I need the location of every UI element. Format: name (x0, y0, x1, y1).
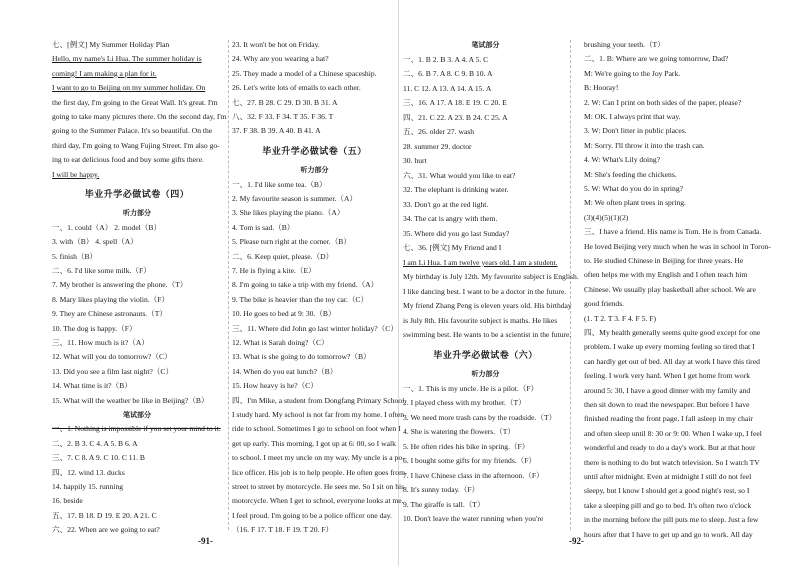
text-line: M: We're going to the Joy Park. (584, 68, 681, 78)
text-line: 二、6. B 7. A 8. C 9. B 10. A (403, 69, 493, 78)
text-line: 5. Please turn right at the corner.（B） (232, 237, 351, 247)
text-line: 28. summer 29. doctor (403, 141, 472, 151)
text-line: and often sleep until 8: 30 or 9: 00. When I wake up, I feel (584, 428, 762, 438)
text-line: 二、6. I'd like some milk.（F） (52, 266, 151, 275)
text-line: 三、16. A 17. A 18. E 19. C 20. E (403, 98, 507, 107)
text-line: finished reading the front page, I fall asleep in my chair (584, 414, 753, 424)
text-line: 七、27. B 28. C 29. D 30. B 31. A (232, 97, 338, 107)
text-line: to. He studied Chinese in Beijing for three years. He (584, 256, 744, 265)
text-line: 一、1. could（A） 2. model（B） (52, 222, 162, 232)
text-line: 33. Don't go at the red light. (403, 199, 489, 209)
text-line: Hello, my name's Li Hua. The summer holiday is (52, 54, 202, 64)
text-line: then sit down to read the newspaper. But before I have (584, 400, 750, 409)
text-line: 四、21. C 22. A 23. B 24. C 25. A (403, 112, 508, 122)
text-line: Chinese. We usually play basketball after school. We are (584, 284, 756, 294)
section-subtitle: 听力部分 (471, 370, 500, 378)
text-line: M: She's feeding the chickens. (584, 169, 677, 179)
page-number: -91- (198, 536, 213, 546)
text-line: brushing your teeth.（T） (584, 40, 665, 49)
text-line: is July 8th. His favourite subject is maths. He likes (403, 315, 558, 325)
text-line: 9. They are Chinese astronauts.（T） (52, 309, 168, 319)
text-line: ride to school. Sometimes I go to school on foot when I (232, 424, 401, 434)
text-line: until after midnight. Even at midnight I still do not feel (584, 472, 752, 481)
text-line: 12. What will you do tomorrow?（C） (52, 352, 172, 362)
text-line: 二、2. B 3. C 4. A 5. B 6. A (52, 438, 138, 448)
text-line: 15. How heavy is he?（C） (232, 381, 318, 391)
text-line: 二、1. B: Where are we going tomorrow, Dad? (584, 54, 729, 64)
text-line: to school. I meet my uncle on my way. My uncle is a po- (232, 453, 405, 463)
text-line: wonderful and ready to do a day's work. But at that hour (584, 443, 756, 453)
text-line: 三、7. C 8. A 9. C 10. C 11. B (52, 453, 145, 463)
section-subtitle: 笔试部分 (123, 411, 151, 419)
text-line: 8. I'm going to take a trip with my friend.（A） (232, 280, 379, 290)
text-line: 26. Let's write lots of emails to each other. (232, 83, 361, 93)
text-line: 5. finish（B） (52, 251, 98, 261)
section-title: 毕业升学必做试卷（六） (433, 350, 538, 361)
text-line: He loved Beijing very much when he was in school in Toron- (584, 241, 771, 251)
text-line: 8. It's sunny today.（F） (403, 485, 480, 494)
text-line: third day, I'm going to Wang Fujing Street. I'm also go- (52, 140, 220, 150)
text-line: going to take many pictures there. On the second day, I'm (52, 112, 227, 121)
text-line: there is nothing to do but watch television. So I watch TV (584, 457, 760, 467)
text-line: 35. Where did you go last Sunday? (403, 228, 510, 238)
text-line: 4. Tom is sad.（B） (232, 222, 295, 232)
text-line: （16. F 17. T 18. F 19. T 20. F） (232, 525, 334, 535)
text-line: around 5: 30, I have a good dinner with my family and (584, 385, 751, 395)
text-line: 四、I'm Mike, a student from Dongfang Primary School. (232, 395, 407, 405)
text-line: 9. The giraffe is tall.（T） (403, 499, 485, 509)
text-line: 一、1. Nothing is impossible if you set your mind to it. (52, 424, 221, 434)
text-line: I will be happy. (52, 169, 100, 179)
text-line: going to the Summer Palace. It's so beautiful. On the (52, 126, 213, 136)
text-line: 4. She is watering the flowers.（T） (403, 427, 515, 436)
text-line: 3. W: Don't litter in public places. (584, 126, 687, 136)
text-line: get up early. This morning, I got up at 6: 00, so I walk (232, 438, 396, 448)
text-line: 一、1. I'd like some tea.（B） (232, 179, 327, 189)
text-line: often helps me with my English and I often teach him (584, 270, 748, 280)
text-line: can hardly get out of bed. All day at work I have this tired (584, 356, 760, 366)
text-line: 13. What is she going to do tomorrow?（B） (232, 352, 371, 362)
text-line: I feel proud. I'm going to be a police officer one day. (232, 510, 392, 520)
right-page (399, 0, 800, 566)
text-line: 10. The dog is happy.（F） (52, 323, 137, 333)
text-line: ing to eat delicious food and buy some gifts there. (52, 155, 204, 165)
text-line: 7. I have Chinese class in the afternoon.（F） (403, 470, 544, 480)
text-line: 八、32. F 33. F 34. T 35. F 36. T (232, 112, 334, 121)
text-line: 30. hurt (403, 156, 427, 165)
text-line: 3. She likes playing the piano.（A） (232, 208, 345, 218)
section-subtitle: 听力部分 (300, 166, 329, 175)
text-line: 3. We need more trash cans by the roadside.（T） (403, 412, 557, 422)
text-line: 五、26. older 27. wash (403, 127, 475, 136)
text-line: 14. When do you eat lunch?（B） (232, 366, 338, 376)
text-line: 15. What will the weather be like in Beijing?（B） (52, 395, 209, 405)
text-line: 5. W: What do you do in spring? (584, 184, 683, 193)
text-line: 16. beside (52, 496, 83, 506)
text-line: I study hard. My school is not far from my home. I often (232, 410, 405, 419)
text-line: swimming best. He wants to be a scientist in the future. (403, 330, 572, 339)
text-line: 2. W: Can I print on both sides of the paper, please? (584, 97, 742, 107)
text-line: 25. They made a model of a Chinese spaceship. (232, 68, 377, 78)
text-line: the first day, I'm going to the Great Wall. It's great. I'm (52, 97, 218, 107)
page-number: -92- (569, 536, 584, 546)
text-line: 五、17. B 18. D 19. E 20. A 21. C (52, 510, 157, 520)
text-line: 9. The bike is heavier than the toy car.（C） (232, 294, 369, 304)
text-line: 三、I have a friend. His name is Tom. He is from Canada. (584, 227, 762, 237)
text-line: 三、11. How much is it?（A） (52, 338, 149, 347)
text-line: coming! I am making a plan for it. (52, 68, 157, 78)
section-title: 毕业升学必做试卷（四） (84, 190, 190, 200)
text-line: 六、22. When are we going to eat? (52, 525, 160, 535)
text-line: I am Li Hua. I am twelve years old. I am a student. (403, 257, 558, 267)
text-line: 10. Don't leave the water running when you're (403, 514, 544, 523)
text-line: M: Sorry. I'll throw it into the trash can. (584, 140, 705, 150)
text-line: (1. T 2. T 3. F 4. F 5. F) (584, 313, 657, 323)
text-line: B: Hooray! (584, 83, 619, 93)
text-line: 6. I bought some gifts for my friends.（F） (403, 456, 537, 465)
text-line: problem. I wake up every morning feeling so tired that I (584, 342, 755, 352)
text-line: 六、31. What would you like to eat? (403, 170, 516, 180)
text-line: 32. The elephant is drinking water. (403, 185, 509, 194)
text-line: 12. What is Sarah doing?（C） (232, 338, 329, 347)
text-line: My friend Zhang Peng is eleven years old. His birthday (403, 301, 572, 310)
text-line: 3. with（B） 4. spell（A） (52, 237, 138, 247)
text-line: 一、1. This is my uncle. He is a pilot.（F） (403, 383, 539, 393)
text-line: 一、1. B 2. B 3. A 4. A 5. C (403, 54, 489, 64)
section-subtitle: 听力部分 (123, 209, 151, 218)
text-line: 四、12. wind 13. ducks (52, 467, 125, 477)
text-line: 5. He often rides his bike in spring.（F） (403, 441, 530, 451)
text-line: 二、6. Keep quiet, please.（D） (232, 251, 334, 261)
text-line: M: We often plant trees in spring. (584, 198, 686, 208)
text-line: 23. It won't be hot on Friday. (232, 40, 320, 49)
text-line: sleepy, but I know I should get a good night's rest, so I (584, 486, 750, 496)
section-subtitle: 笔试部分 (471, 41, 500, 49)
text-line: 七、[例文] My Summer Holiday Plan (52, 40, 170, 49)
text-line: M: OK. I always print that way. (584, 112, 681, 121)
text-line: 七、36. [例文] My Friend and I (403, 243, 502, 252)
text-line: I like dancing best. I want to be a doctor in the future. (403, 286, 567, 296)
text-line: 37. F 38. B 39. A 40. B 41. A (232, 126, 321, 136)
text-line: 34. The cat is angry with them. (403, 214, 498, 223)
text-line: I want to go to Beijing on my summer holiday. On (52, 83, 206, 93)
text-line: 2. I played chess with my brother.（T） (403, 398, 526, 407)
text-line: 24. Why are you wearing a hat? (232, 54, 329, 64)
text-line: lice officer. His job is to help people. He often goes from (232, 467, 405, 477)
text-line: in the morning before the pill puts me to sleep. Just a few (584, 515, 759, 525)
text-line: 14. What time is it?（B） (52, 381, 132, 391)
text-line: My birthday is July 12th. My favourite subject is English. (403, 272, 579, 281)
text-line: 三、11. Where did John go last winter holiday?（C） (232, 323, 398, 333)
text-line: 4. W: What's Lily doing? (584, 155, 661, 165)
text-line: 2. My favourite season is summer.（A） (232, 194, 358, 203)
text-line: street to street by motorcycle. He sees me. So I sit on his (232, 482, 405, 491)
text-line: (3)(4)(5)(1)(2) (584, 212, 629, 222)
section-title: 毕业升学必做试卷（五） (262, 146, 367, 157)
text-line: 7. He is flying a kite.（E） (232, 266, 316, 275)
text-line: take a sleeping pill and go to bed. It's often two o'clock (584, 500, 752, 510)
text-line: hours after that I have to get up and go to work. All day (584, 529, 753, 539)
text-line: 8. Mary likes playing the violin.（F） (52, 294, 170, 304)
text-line: 四、My health generally seems quite good except for one (584, 328, 761, 337)
text-line: 11. C 12. A 13. A 14. A 15. A (403, 83, 492, 93)
text-line: 13. Did you see a film last night?（C） (52, 366, 174, 376)
text-line: good friends. (584, 299, 625, 309)
text-line: motorcycle. When I get to school, everyone looks at me. (232, 496, 404, 506)
text-line: 10. He goes to bed at 9: 30.（B） (232, 309, 336, 319)
text-line: 14. happily 15. running (52, 482, 124, 491)
text-line: 7. My brother is answering the phone.（T） (52, 280, 188, 290)
text-line: feeling. I work very hard. When I get home from work (584, 371, 751, 381)
